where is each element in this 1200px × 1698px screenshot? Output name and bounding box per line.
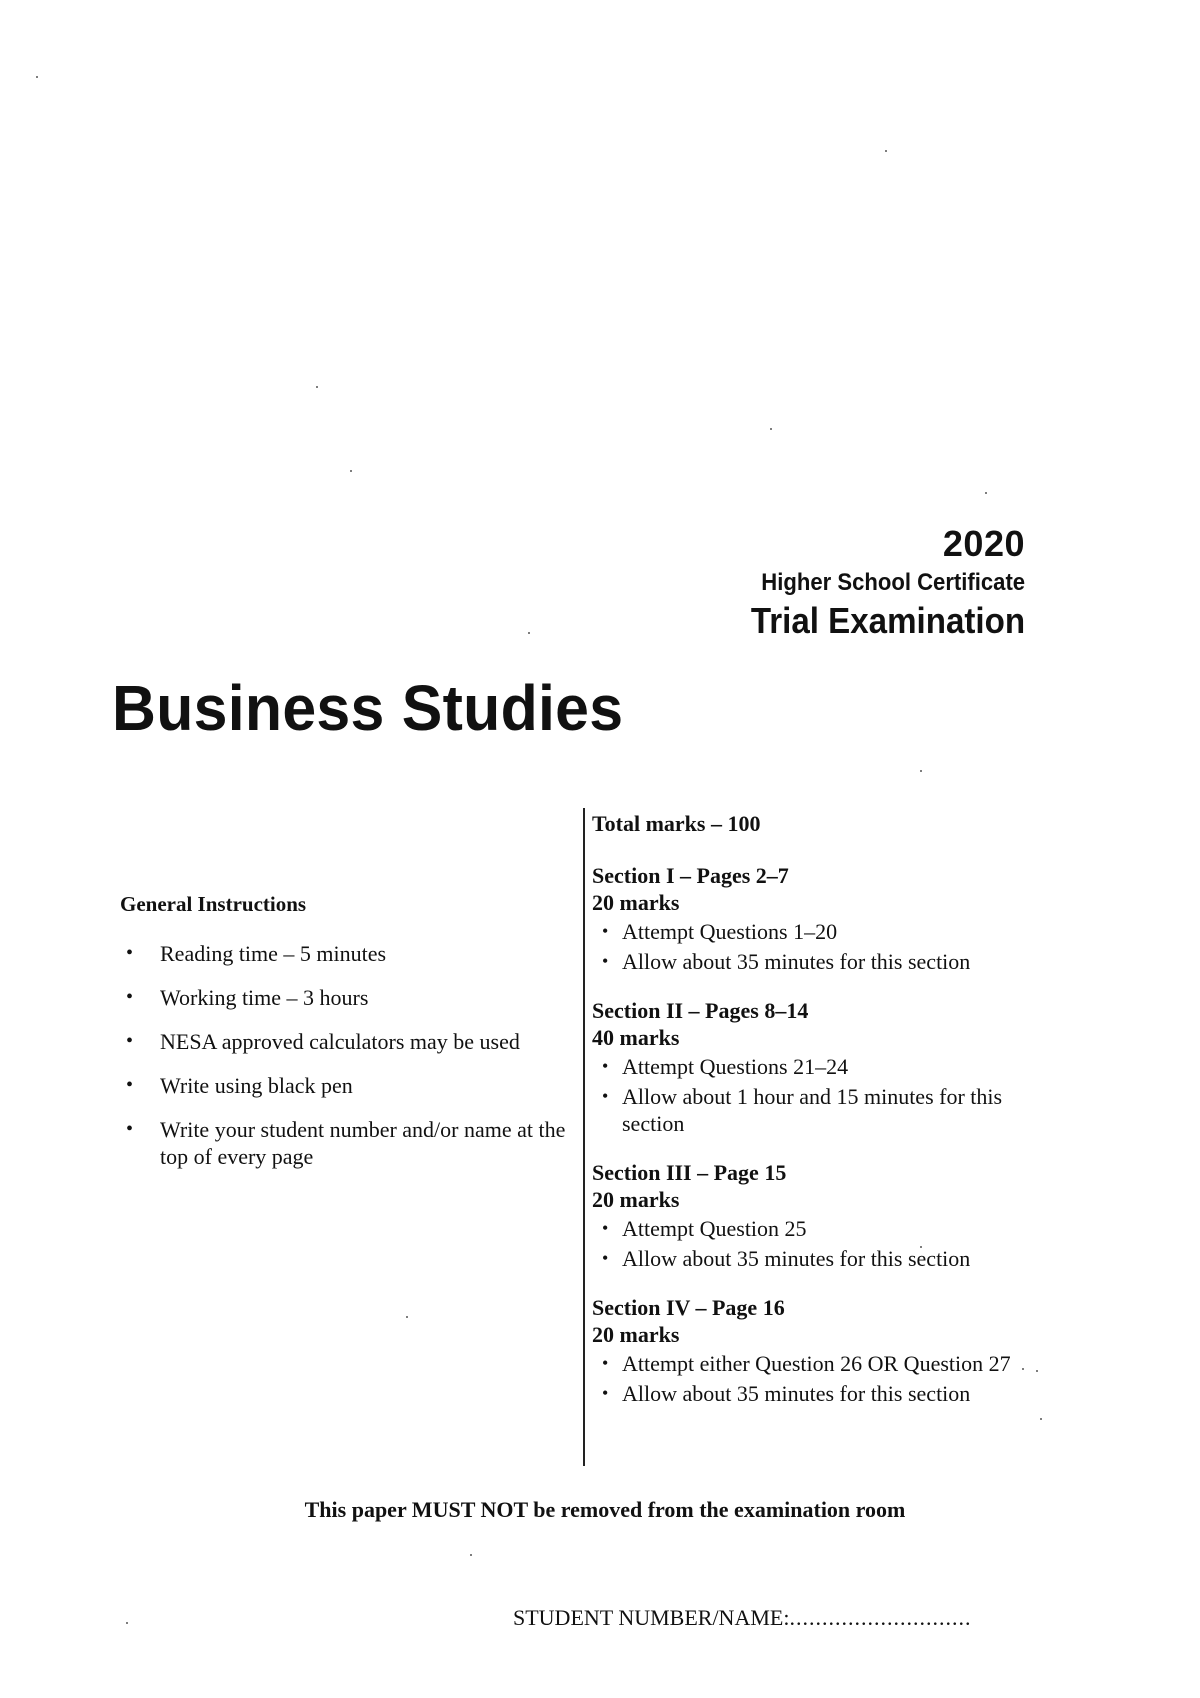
section-marks: 40 marks [592, 1025, 680, 1050]
section-title: Section I – Pages 2–7 [592, 863, 789, 888]
section-instruction-item [592, 1053, 1032, 1080]
instruction-item [120, 1116, 575, 1170]
bullet-icon: • [126, 1030, 134, 1052]
scan-speck [406, 1316, 408, 1318]
section-instruction-text: Attempt Questions 21–24 [622, 1054, 849, 1079]
bullet-icon: • [126, 942, 134, 964]
student-field-label: STUDENT NUMBER/NAME: [513, 1605, 790, 1630]
bullet-icon: • [602, 1218, 609, 1238]
certificate-name: Higher School Certificate [761, 569, 1025, 596]
scan-speck [350, 470, 352, 472]
section-marks: 20 marks [592, 1187, 680, 1212]
scan-speck [1040, 1418, 1042, 1420]
section-instruction-text: Allow about 35 minutes for this section [622, 1381, 971, 1406]
exam-year: 2020 [942, 523, 1025, 564]
section-instructions [592, 1350, 1032, 1407]
instruction-text: Reading time – 5 minutes [160, 941, 387, 966]
total-marks: Total marks – 100 [592, 811, 761, 836]
section-instruction-text: Attempt Questions 1–20 [622, 919, 838, 944]
subject-title: Business Studies [112, 672, 624, 744]
bullet-icon: • [126, 1118, 134, 1140]
scan-speck [985, 492, 987, 494]
section-instruction-item [592, 1083, 1032, 1137]
scan-speck [36, 76, 38, 78]
section-title: Section IV – Page 16 [592, 1295, 785, 1320]
section-instructions [592, 1053, 1032, 1137]
exam-header [727, 522, 1025, 644]
section-1 [592, 862, 1032, 975]
instruction-item [120, 984, 575, 1011]
section-2 [592, 997, 1032, 1137]
student-field-dots: ............................ [789, 1605, 972, 1630]
student-name-field[interactable] [513, 1604, 971, 1632]
exam-type: Trial Examination [750, 600, 1025, 641]
instructions-list [120, 940, 575, 1170]
bullet-icon: • [602, 1353, 609, 1373]
bullet-icon: • [602, 951, 609, 971]
instruction-text: NESA approved calculators may be used [160, 1029, 520, 1054]
instruction-item [120, 1072, 575, 1099]
bullet-icon: • [602, 1086, 609, 1106]
instruction-item [120, 1028, 575, 1055]
general-instructions [120, 890, 575, 1187]
scan-speck [528, 632, 530, 634]
section-instruction-item [592, 1245, 1032, 1272]
section-marks: 20 marks [592, 1322, 680, 1347]
scan-speck [1036, 1370, 1038, 1372]
bullet-icon: • [602, 1248, 609, 1268]
removal-warning: This paper MUST NOT be removed from the examination room [304, 1497, 906, 1522]
section-4 [592, 1294, 1032, 1407]
section-instructions [592, 1215, 1032, 1272]
section-instruction-item [592, 1350, 1032, 1377]
scan-speck [885, 150, 887, 152]
marks-overview [592, 810, 1032, 1429]
instruction-text: Write using black pen [160, 1073, 353, 1098]
scan-speck [126, 1622, 128, 1624]
scan-speck [316, 386, 318, 388]
instruction-text: Write your student number and/or name at the top of every page [160, 1117, 566, 1169]
instruction-text: Working time – 3 hours [160, 985, 369, 1010]
scan-speck [920, 770, 922, 772]
section-instruction-item [592, 1380, 1032, 1407]
section-instruction-item [592, 948, 1032, 975]
bullet-icon: • [126, 1074, 134, 1096]
section-3 [592, 1159, 1032, 1272]
section-instruction-text: Attempt Question 25 [622, 1216, 807, 1241]
instruction-item [120, 940, 575, 967]
section-title: Section III – Page 15 [592, 1160, 787, 1185]
bullet-icon: • [602, 1056, 609, 1076]
bullet-icon: • [602, 1383, 609, 1403]
scan-speck [770, 428, 772, 430]
general-instructions-heading: General Instructions [120, 892, 307, 916]
bullet-icon: • [602, 921, 609, 941]
column-divider [583, 808, 585, 1466]
section-instructions [592, 918, 1032, 975]
section-instruction-text: Attempt either Question 26 OR Question 27 [622, 1351, 1011, 1376]
section-instruction-text: Allow about 35 minutes for this section [622, 949, 971, 974]
section-instruction-text: Allow about 35 minutes for this section [622, 1246, 971, 1271]
section-title: Section II – Pages 8–14 [592, 998, 809, 1023]
section-marks: 20 marks [592, 890, 680, 915]
section-instruction-text: Allow about 1 hour and 15 minutes for this section [622, 1084, 1003, 1136]
section-instruction-item [592, 918, 1032, 945]
bullet-icon: • [126, 986, 134, 1008]
section-instruction-item [592, 1215, 1032, 1242]
scan-speck [470, 1554, 472, 1556]
